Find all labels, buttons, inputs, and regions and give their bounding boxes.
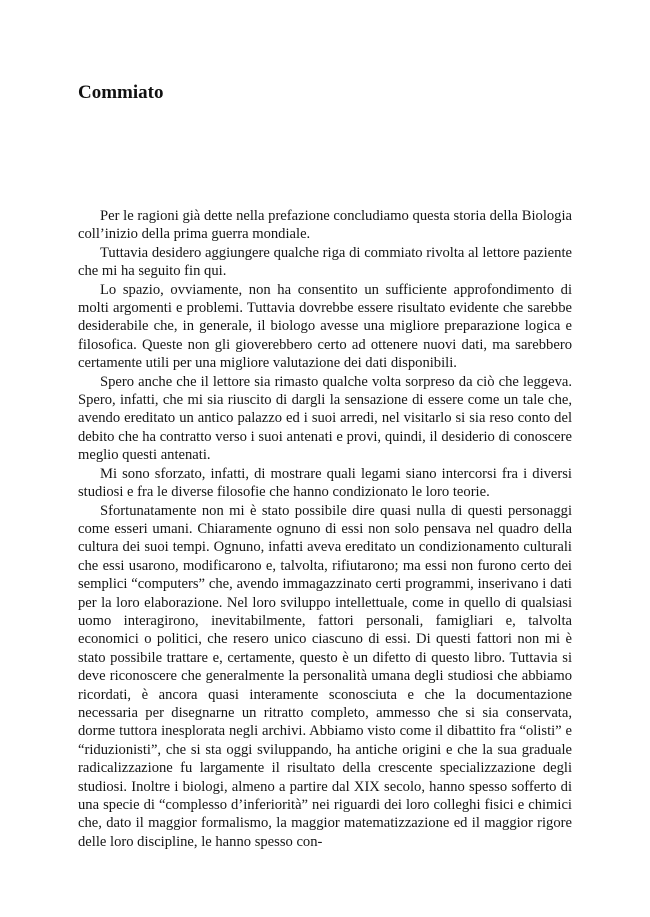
paragraph: Sfortunatamente non mi è stato possibile dire quasi nulla di questi personaggi come esseri umani. Chiaramente ognuno di essi non solo pensava nel quadro della cultura dei suoi tempi. Ognuno, infatti aveva ereditato un condizionamento culturali che essi usarono, modificarono e, talvolta, rifiutarono; ma essi non furono certo dei semplici “computers” che, avendo immagazzinato certi programmi, inserivano i dati per la loro elaborazione. Nel loro sviluppo intellettuale, come in quello di qualsiasi uomo interagirono, inevitabilmente, fattori personali, famigliari e, talvolta economici o politici, che resero unico ciascuno di essi. Di questi fattori non mi è stato possibile trattare e, certamente, questo è un difetto di questo libro. Tuttavia si deve riconoscere che generalmente la personalità umana degli studiosi che abbiamo ricordati, è ancora quasi interamente sconosciuta e che la documentazione necessaria per disegnarne un ritratto completo, ammesso che si sia conservata, dorme tuttora inesplorata negli archivi. Abbiamo visto come il dibattito fra “olisti” e “riduzionisti”, che si sta oggi sviluppando, ha antiche origini e che la sua graduale radicalizzazione fu largamente il risultato della crescente specializzazione degli studiosi. Inoltre i biologi, almeno a partire dal XIX secolo, hanno spesso sofferto di una specie di “complesso d’inferiorità” nei riguardi dei loro colleghi fisici e chimici che, dato il maggior formalismo, la maggior matematizzazione ed il maggior rigore delle loro discipline, le hanno spesso con- [78, 502, 572, 850]
paragraph: Per le ragioni già dette nella prefazione concludiamo questa storia della Biologia coll’inizio della prima guerra mondiale. [78, 208, 572, 243]
chapter-body [78, 207, 572, 851]
paragraph: Tuttavia desidero aggiungere qualche riga di commiato rivolta al lettore paziente che mi ha seguito fin qui. [78, 244, 572, 280]
paragraph: Spero anche che il lettore sia rimasto qualche volta sorpreso da ciò che leggeva. Spero, infatti, che mi sia riuscito di dargli la sensazione di essere come un tale che, avendo ereditato un antico palazzo ed i suoi arredi, nel visitarlo si sia reso conto del debito che ha contratto verso i suoi antenati e provi, quindi, il desiderio di conoscere meglio questi antenati. [78, 373, 572, 464]
paragraph: Lo spazio, ovviamente, non ha consentito un sufficiente approfondimento di molti argomenti e problemi. Tuttavia dovrebbe essere risultato evidente che sarebbe desiderabile che, in generale, il biologo avesse una migliore preparazione logica e filosofica. Queste non gli gioverebbero certo ad ottenere nuovi dati, ma sarebbero certamente utili per una migliore valutazione dei dati disponibili. [78, 281, 572, 372]
chapter-title: Commiato [78, 82, 164, 103]
paragraph: Mi sono sforzato, infatti, di mostrare quali legami siano intercorsi fra i diversi studiosi e fra le diverse filosofie che hanno condizionato le loro teorie. [78, 465, 572, 501]
